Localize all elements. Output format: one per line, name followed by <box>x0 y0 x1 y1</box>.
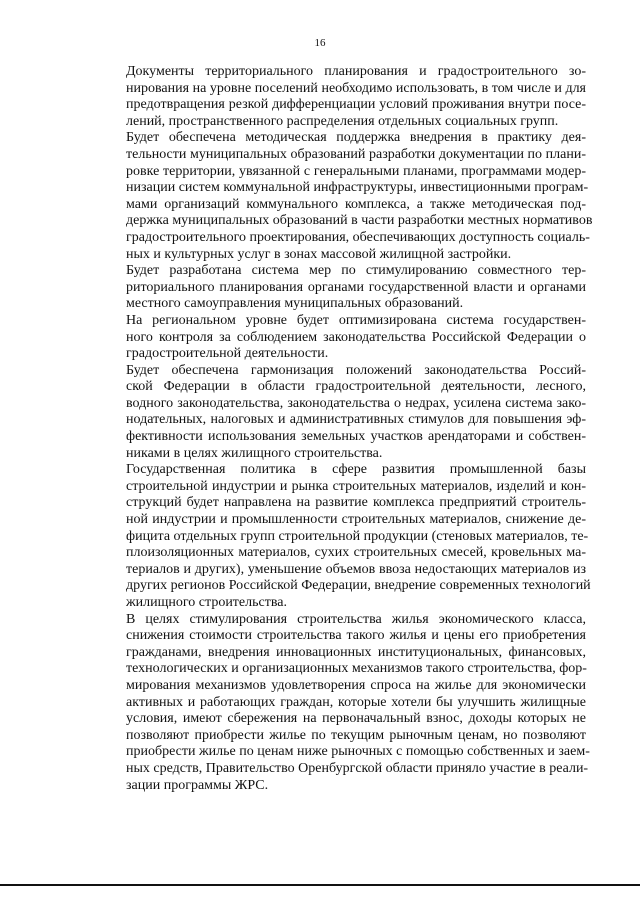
text-line: фективности использования земельных участков арендаторами и собствен- <box>126 429 586 445</box>
text-line: снижения стоимости строительства такого жилья и цены его приобретения <box>126 628 586 644</box>
paragraph-5 <box>89 363 586 463</box>
text-line: активных и работающих граждан, которые хотели бы улучшить жилищные <box>126 694 586 710</box>
text-line: риториального планирования органами государственной власти и органами <box>126 279 586 295</box>
text-line: фицита отдельных групп строительной продукции (стеновых материалов, те- <box>126 528 589 544</box>
paragraph-3 <box>89 263 586 313</box>
paragraph-1 <box>89 64 586 130</box>
text-line: зации программы ЖРС. <box>126 777 269 793</box>
text-line: лений, пространственного распределения отдельных социальных групп. <box>126 113 559 129</box>
text-line: ской Федерации в области градостроительной деятельности, лесного, <box>126 379 586 395</box>
document-body <box>89 64 593 794</box>
text-line: держка муниципальных образований в части разработки местных нормативов <box>126 213 593 229</box>
text-line: технологических и организационных механизмов такого строительства, фор- <box>126 661 587 677</box>
text-line: Будет обеспечена методическая поддержка внедрения в практику дея- <box>126 130 586 146</box>
text-line: градостроительной деятельности. <box>126 346 329 362</box>
text-line: нирования на уровне поселений необходимо использовать, в том числе и для <box>126 80 586 96</box>
paragraph-4 <box>89 313 586 363</box>
text-line: Будет разработана система мер по стимулированию совместного тер- <box>126 263 586 279</box>
text-line: позволяют приобрести жилье по текущим рыночным ценам, но позволяют <box>126 727 586 743</box>
text-line: Государственная политика в сфере развития промышленной базы <box>126 462 586 478</box>
text-line: никами в целях жилищного строительства. <box>126 445 383 461</box>
text-line: жилищного строительства. <box>126 595 287 610</box>
text-line: гражданами, внедрения инновационных институциональных, финансовых, <box>126 644 586 660</box>
text-line: условия, имеют сбережения на первоначальный взнос, доходы которых не <box>126 711 586 727</box>
text-line: градостроительного проектирования, обеспечивающих доступность социаль- <box>126 229 590 245</box>
text-line: На региональном уровне будет оптимизирована система государствен- <box>126 312 586 328</box>
text-line: ных и культурных услуг в зонах массовой жилищной застройки. <box>126 246 512 262</box>
text-line: приобрести жилье по ценам ниже рыночных с помощью собственных и заем- <box>126 744 590 760</box>
paragraph-2 <box>89 130 593 263</box>
text-line: ровке территории, увязанной с генеральными планами, программами модер- <box>126 163 586 179</box>
text-line: нодательных, налоговых и административных стимулов для повышения эф- <box>126 412 586 428</box>
text-line: других регионов Российской Федерации, внедрение современных технологий <box>126 578 591 594</box>
text-line: ного контроля за соблюдением законодательства Российской Федерации о <box>126 329 586 345</box>
text-line: Документы территориального планирования и градостроительного зо- <box>126 64 586 79</box>
text-line: низации систем коммунальной инфраструктуры, инвестиционными програм- <box>126 180 589 196</box>
text-line: ной индустрии и промышленности строительных материалов, снижение де- <box>126 512 586 528</box>
text-line: местного самоуправления муниципальных образований. <box>126 296 464 312</box>
text-line: мирования механизмов удовлетворения спроса на жилье для экономически <box>126 677 586 693</box>
text-line: предотвращения резкой дифференциации условий проживания внутри посе- <box>126 97 586 113</box>
paragraph-6 <box>89 462 591 611</box>
paragraph-7 <box>89 611 590 795</box>
text-line: водного законодательства, законодательства о недрах, усилена система зако- <box>126 395 586 411</box>
text-line: мами организаций коммунального комплекса, а также методическая под- <box>126 196 586 212</box>
page-bottom-rule <box>0 884 640 886</box>
text-line: Будет обеспечена гармонизация положений законодательства Россий- <box>126 362 586 378</box>
text-line: плоизоляционных материалов, сухих строительных смесей, кровельных ма- <box>126 545 586 561</box>
text-line: строительной индустрии и рынка строительных материалов, изделий и кон- <box>126 478 586 494</box>
text-line: териалов и других), уменьшение объемов ввоза недостающих материалов из <box>126 561 586 577</box>
text-line: струкций будет направлена на развитие комплекса предприятий строитель- <box>126 495 586 511</box>
text-line: ных средств, Правительство Оренбургской области приняло участие в реали- <box>126 760 589 776</box>
text-line: тельности муниципальных образований разработки документации по плани- <box>126 146 586 162</box>
page-number: 16 <box>314 37 326 49</box>
text-line: В целях стимулирования строительства жилья экономического класса, <box>126 611 586 627</box>
